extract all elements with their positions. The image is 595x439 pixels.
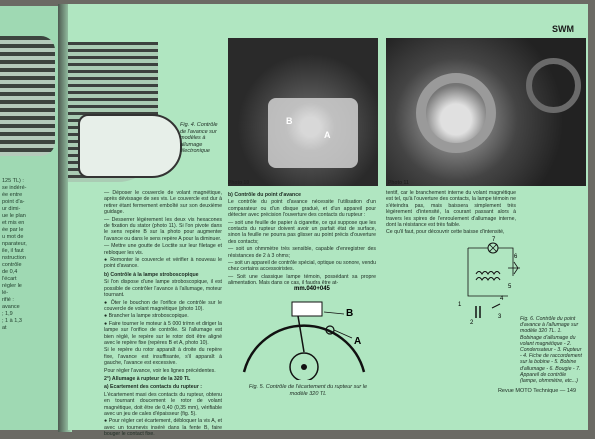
left-page-snippet: avance bbox=[2, 304, 20, 310]
paragraph: L'écartement maxi des contacts du rupteur, obtenu en tournant doucement le rotor de volant magnétique, doit être de 0,40 (0,35 mm), vérifiable avec un jeu de cales d'épaisseur (fig. 5). bbox=[104, 391, 222, 417]
left-page-snippet: ; 1,9 bbox=[2, 311, 13, 317]
figure6-circuit-diagram bbox=[448, 236, 523, 326]
figure5-leader-b bbox=[324, 312, 344, 314]
figure6-coil bbox=[476, 272, 500, 275]
left-page-snippet: ur dimi- bbox=[2, 206, 21, 212]
figure6-wire-left bbox=[468, 248, 508, 296]
left-page-snippet: et mis en bbox=[2, 220, 25, 226]
figure5-gauge-label: mm.040+045 bbox=[294, 286, 330, 292]
figure6-breaker bbox=[492, 304, 500, 308]
engine-illustration bbox=[0, 36, 55, 156]
left-page-snippet: at bbox=[2, 325, 7, 331]
paragraph: b) Contrôle à la lampe stroboscopique bbox=[104, 271, 199, 278]
figure6-num-3: 3 bbox=[498, 314, 502, 320]
paragraph: — Desserrer légèrement les deux vis hexacones de fixation du stator (photo 11). Si l'on pivote dans le sens repère B sur la photo pour augmenter l'avance ou dans le sens repère A pour la diminuer. bbox=[104, 216, 222, 242]
paragraph: — soit un appareil de contrôle spécial, optique ou sonore, vendu chez certains accessoiristes. bbox=[228, 260, 376, 273]
paragraph: Pour régler l'avance, voir les lignes précédentes. bbox=[104, 367, 216, 374]
left-page-snippet: nstruction bbox=[2, 255, 26, 261]
left-page-snippet: point d'a- bbox=[2, 199, 25, 205]
figure5-axle bbox=[301, 364, 307, 370]
figure4-caption: Fig. 4. Contrôle de l'avance sur modèles à allumage électronique bbox=[180, 122, 218, 154]
page-footer: Revue MOTO Technique — 149 bbox=[497, 388, 576, 394]
paragraph: ● Pour régler cet écartement, débloquer la vis A, et avec un tournevis inséré dans la fente B, faire bouger le contact fixe. bbox=[104, 418, 222, 438]
right-page bbox=[68, 4, 588, 438]
left-page-snippet: se indéré- bbox=[2, 185, 27, 191]
paragraph: ● Faire tourner le moteur à 5 000 tr/mn et diriger la lampe sur l'orifice de contrôle. Si l'allumage est bien réglé, le repère sur le rotor doit être aligné avec le repère fixe (repères B et A, photo 10). bbox=[104, 320, 222, 346]
photo10-cover-plate bbox=[268, 98, 358, 168]
left-page-snippet: lé- bbox=[2, 290, 9, 296]
paragraph: Si le repère du rotor apparaît à droite du repère fixe, l'avance est insuffisante, s'il apparaît à gauche, l'avance est excessive. bbox=[104, 347, 222, 367]
photo11-rotor bbox=[416, 73, 496, 153]
figure6-coil-2 bbox=[476, 278, 500, 281]
left-page-snippet: nparateur, bbox=[2, 241, 27, 247]
paragraph: Le contrôle du point d'avance nécessite l'utilisation d'un comparateur ou d'un disque gradué, et d'un appareil pour détecter avec précision l'ouverture des contacts du rupteur : bbox=[228, 199, 376, 219]
figure5-contact-arm bbox=[298, 316, 304, 352]
figure5-contact-block bbox=[292, 302, 322, 316]
left-page-snippet: u mot de bbox=[2, 234, 24, 240]
photo11-caption: Photo 11 bbox=[388, 180, 409, 186]
left-page-snippet: ée par le bbox=[2, 227, 24, 233]
photo11 bbox=[386, 38, 586, 186]
left-page-snippet: rifié : bbox=[2, 297, 14, 303]
figure5-marker-a: A bbox=[354, 336, 362, 347]
left-page-edge bbox=[0, 6, 60, 430]
figure6-num-7: 7 bbox=[492, 237, 496, 243]
paragraph: — Soit une classique lampe témoin, possédant sa propre alimentation. Mais dans ce cas, il faudra être at- bbox=[228, 273, 376, 287]
photo10-marker-b: B bbox=[286, 116, 293, 126]
paragraph: Si l'on dispose d'une lampe stroboscopique, il est possible de contrôler l'avance à l'allumage, moteur tournant. bbox=[104, 279, 222, 299]
photo10-marker-a: A bbox=[324, 130, 331, 140]
paragraph: — Mettre une goutte de Loctite sur leur filetage et rebloquer les vis. bbox=[104, 243, 222, 256]
figure6-num-4: 4 bbox=[500, 296, 504, 302]
paragraph: — soit un ohmmètre très sensible, capable d'enregistrer des résistances de 2 à 3 ohms; bbox=[228, 246, 376, 259]
left-page-snippet: ue le plan bbox=[2, 213, 26, 219]
figure6-num-2: 2 bbox=[470, 320, 474, 326]
paragraph: a) Ecartement des contacts du rupteur : bbox=[104, 384, 203, 391]
figure4-stator-cover bbox=[78, 114, 182, 178]
figure6-num-5: 5 bbox=[508, 284, 512, 290]
figure6-num-6: 6 bbox=[514, 254, 518, 260]
left-page-snippet: régler le bbox=[2, 283, 22, 289]
photo10-caption: Photo 10 bbox=[228, 180, 250, 186]
text-column-3 bbox=[386, 190, 516, 237]
left-page-snippet: de 0,4 bbox=[2, 269, 18, 275]
figure6-caption: Fig. 6. Contrôle du point d'avance à l'allumage sur modèle 320 TL. 1. Bobinage d'allumage du volant magnétique - 2. Condensateur - 3. Rupteur - 4. Fiche de raccordement sur la bobine - 5. Bobine d'allumage - 6. Bougie - 7. Appareil de contrôle (lampe, ohmmètre, etc...) bbox=[520, 316, 582, 385]
left-page-snippet: l'écart bbox=[2, 276, 17, 282]
paragraph: Ce qu'il faut, pour découvrir cette baisse d'intensité, bbox=[386, 229, 505, 236]
figure5-marker-b: B bbox=[346, 308, 354, 319]
photo11-flywheel bbox=[526, 58, 581, 113]
figure6-num-1: 1 bbox=[458, 302, 462, 308]
paragraph: — soit une feuille de papier à cigarette, ce qui suppose que les contacts du rupteur doivent avoir un parfait état de surface, sinon la feuille ne pourra pas glisser au point précis d'ouverture des contacts; bbox=[228, 219, 376, 245]
paragraph: ● Ôter le bouchon de l'orifice de contrôle sur le couvercle de volant magnétique (photo 10). bbox=[104, 299, 222, 312]
paragraph: tentif, car le branchement interne du volant magnétique est tel, qu'à l'ouverture des contacts, la lampe témoin ne s'éteindra pas, mais baissera simplement très légèrement d'intensité, la courant passant alors à travers les spires de l'enroulement d'allumage interne, dont la résistance est très faible. bbox=[386, 190, 516, 229]
text-column-1 bbox=[104, 190, 222, 439]
paragraph: ● Remonter le couvercle et vérifier à nouveau le point d'avance. bbox=[104, 257, 222, 270]
left-page-snippet: 125 TL) : bbox=[2, 178, 24, 184]
paragraph: — Déposer le couvercle de volant magnétique, après dévissage de ses vis. Le couvercle est dur à retirer étant fermement emboîté sur son deuxième guidage. bbox=[104, 190, 222, 216]
left-page-snippet: contrôle bbox=[2, 262, 22, 268]
left-page-snippet: ; 1 à 1,3 bbox=[2, 318, 22, 324]
paragraph: ● Brancher la lampe stroboscopique. bbox=[104, 313, 189, 320]
figure5-rupteur-diagram bbox=[234, 272, 374, 380]
page-header-brand: SWM bbox=[552, 24, 574, 34]
figure5-caption: Fig. 5. Contrôle de l'écartement du rupteur sur le modèle 320 TL bbox=[248, 384, 368, 397]
left-page-snippet: ile, il faut bbox=[2, 248, 24, 254]
paragraph: b) Contrôle du point d'avance bbox=[228, 192, 301, 198]
left-page-snippet: ée entre bbox=[2, 192, 23, 198]
paragraph: 2°) Allumage à rupteur de la 320 TL bbox=[104, 375, 191, 382]
photo10 bbox=[228, 38, 378, 186]
